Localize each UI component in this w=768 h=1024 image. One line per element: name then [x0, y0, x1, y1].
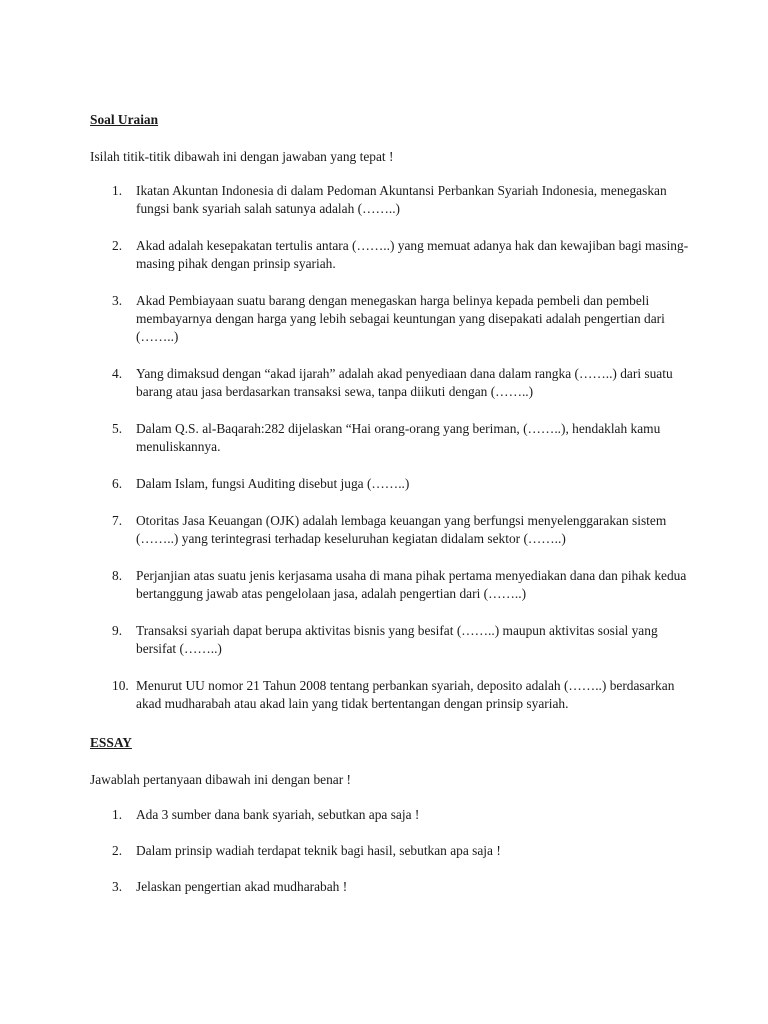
question-number: 6. — [112, 476, 123, 491]
question-text: Akad Pembiayaan suatu barang dengan menegaskan harga belinya kepada pembeli dan pembeli membayarnya dengan harga yang lebih sebagai keuntungan yang disepakati adalah pengertian dari (……..) — [136, 293, 665, 344]
question-item — [90, 420, 690, 456]
question-text: Ikatan Akuntan Indonesia di dalam Pedoman Akuntansi Perbankan Syariah Indonesia, menegaskan fungsi bank syariah salah satunya adalah (……..) — [136, 183, 667, 216]
essay-item — [90, 806, 690, 824]
question-text: Akad adalah kesepakatan tertulis antara (……..) yang memuat adanya hak dan kewajiban bagi masing-masing pihak dengan prinsip syariah. — [136, 238, 689, 271]
question-text: Dalam Q.S. al-Baqarah:282 dijelaskan “Hai orang-orang yang beriman, (……..), hendaklah kamu menuliskannya. — [136, 421, 661, 454]
question-text: Yang dimaksud dengan “akad ijarah” adalah akad penyediaan dana dalam rangka (……..) dari suatu barang atau jasa berdasarkan transaksi sewa, tanpa diikuti dengan (……..) — [136, 366, 673, 399]
question-item — [90, 677, 690, 713]
question-number: 7. — [112, 513, 123, 528]
question-item — [90, 182, 690, 218]
question-item — [90, 512, 690, 548]
question-item — [90, 237, 690, 273]
question-text: Transaksi syariah dapat berupa aktivitas bisnis yang besifat (……..) maupun aktivitas sosial yang bersifat (……..) — [136, 623, 658, 656]
essay-text: Jelaskan pengertian akad mudharabah ! — [136, 879, 348, 894]
essay-number: 2. — [112, 843, 123, 858]
question-item — [90, 365, 690, 401]
essay-text: Ada 3 sumber dana bank syariah, sebutkan apa saja ! — [136, 807, 420, 822]
question-text: Perjanjian atas suatu jenis kerjasama usaha di mana pihak pertama menyediakan dana dan pihak kedua bertanggung jawab atas pengelolaan jasa, adalah pengertian dari (……..) — [136, 568, 687, 601]
question-number: 10. — [112, 678, 129, 693]
question-number: 9. — [112, 623, 123, 638]
essay-item — [90, 842, 690, 860]
question-text: Dalam Islam, fungsi Auditing disebut juga (……..) — [136, 476, 410, 491]
question-list-uraian — [90, 182, 690, 713]
question-number: 3. — [112, 293, 123, 308]
question-number: 4. — [112, 366, 123, 381]
essay-text: Dalam prinsip wadiah terdapat teknik bagi hasil, sebutkan apa saja ! — [136, 843, 501, 858]
question-number: 2. — [112, 238, 123, 253]
question-item — [90, 567, 690, 603]
section-intro-essay: Jawablah pertanyaan dibawah ini dengan benar ! — [90, 772, 352, 787]
essay-item — [90, 878, 690, 896]
question-number: 1. — [112, 183, 123, 198]
question-item — [90, 622, 690, 658]
question-text: Menurut UU nomor 21 Tahun 2008 tentang perbankan syariah, deposito adalah (……..) berdasarkan akad mudharabah atau akad lain yang tidak bertentangan dengan prinsip syariah. — [136, 678, 675, 711]
question-number: 5. — [112, 421, 123, 436]
essay-number: 1. — [112, 807, 123, 822]
section-heading-soal-uraian: Soal Uraian — [90, 112, 159, 127]
document-page — [90, 111, 690, 896]
question-item — [90, 475, 690, 493]
question-list-essay — [90, 806, 690, 896]
essay-number: 3. — [112, 879, 123, 894]
question-number: 8. — [112, 568, 123, 583]
question-item — [90, 292, 690, 346]
section-intro-soal-uraian: Isilah titik-titik dibawah ini dengan jawaban yang tepat ! — [90, 149, 394, 164]
question-text: Otoritas Jasa Keuangan (OJK) adalah lembaga keuangan yang berfungsi menyelenggarakan sistem (……..) yang terintegrasi terhadap keseluruhan kegiatan didalam sektor (……..) — [136, 513, 667, 546]
section-heading-essay: ESSAY — [90, 735, 132, 750]
